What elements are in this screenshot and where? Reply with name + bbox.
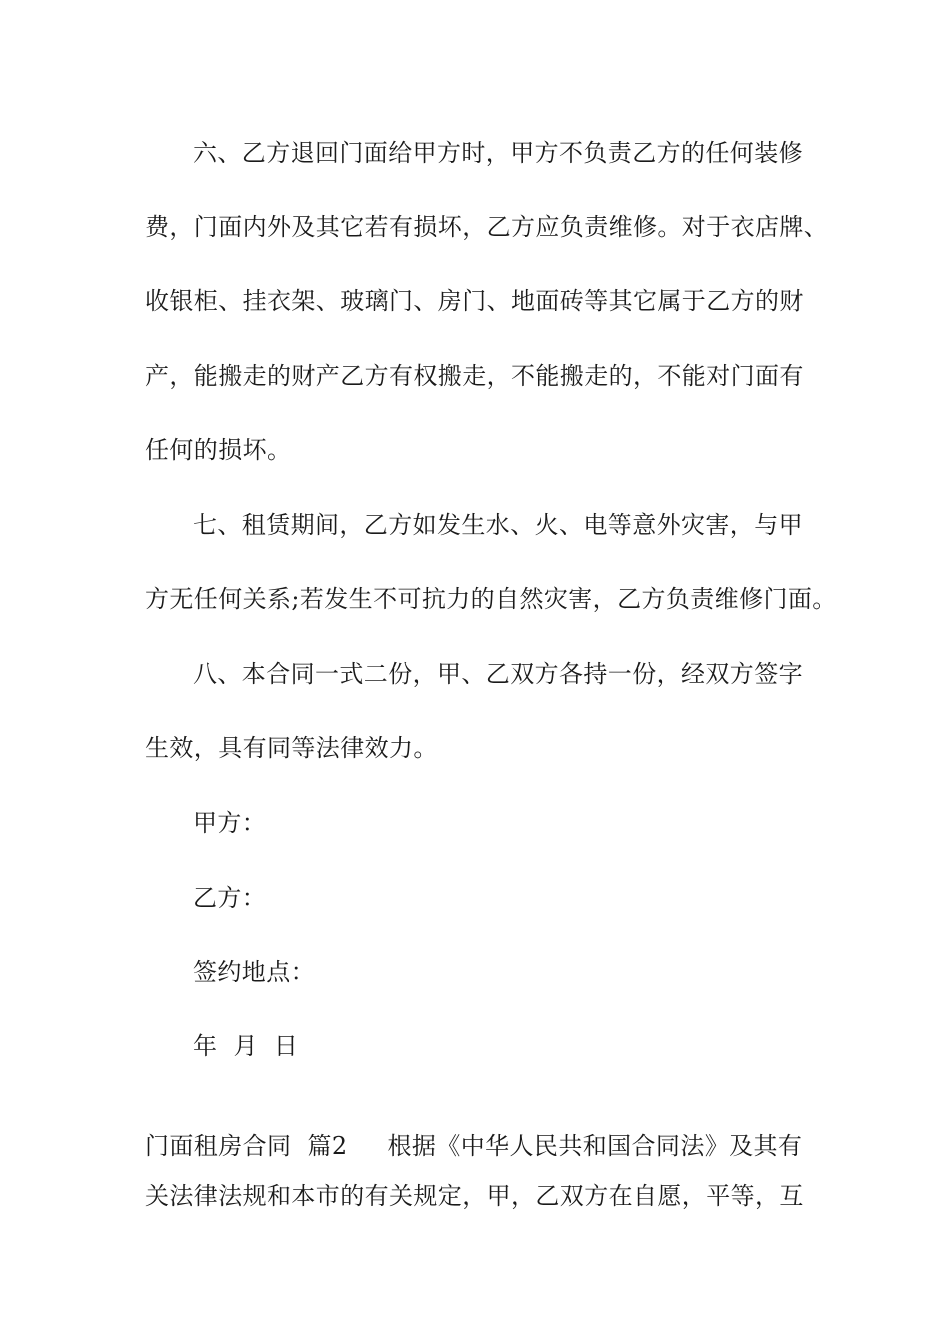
signing-location-field: 签约地点： [193, 958, 315, 986]
section-heading-line [145, 1131, 802, 1161]
date-field: 年 月 日 [193, 1032, 299, 1060]
clause-eight-line-2: 生效，具有同等法律效力。 [145, 734, 438, 762]
clause-six-line-4: 产，能搬走的财产乙方有权搬走，不能搬走的，不能对门面有 [145, 362, 804, 390]
clause-six-line-2: 费，门面内外及其它若有损坏，乙方应负责维修。对于衣店牌、 [145, 213, 829, 241]
section-lead-text: 根据《中华人民共和国合同法》及其有 [387, 1132, 803, 1160]
clause-seven-line-2: 方无任何关系;若发生不可抗力的自然灾害，乙方负责维修门面。 [145, 585, 837, 613]
party-b-field: 乙方： [193, 884, 267, 912]
clause-six-line-1: 六、乙方退回门面给甲方时，甲方不负责乙方的任何装修 [193, 139, 803, 167]
clause-eight-line-1: 八、本合同一式二份，甲、乙双方各持一份，经双方签字 [193, 660, 803, 688]
clause-seven-line-1: 七、租赁期间，乙方如发生水、火、电等意外灾害，与甲 [193, 511, 803, 539]
party-a-field: 甲方： [193, 809, 267, 837]
section-title: 门面租房合同 篇2 [145, 1132, 348, 1160]
clause-six-line-3: 收银柜、挂衣架、玻璃门、房门、地面砖等其它属于乙方的财 [145, 287, 804, 315]
clause-six-line-5: 任何的损坏。 [145, 436, 292, 464]
section-continuation-line: 关法律法规和本市的有关规定，甲，乙双方在自愿，平等，互 [145, 1182, 804, 1210]
